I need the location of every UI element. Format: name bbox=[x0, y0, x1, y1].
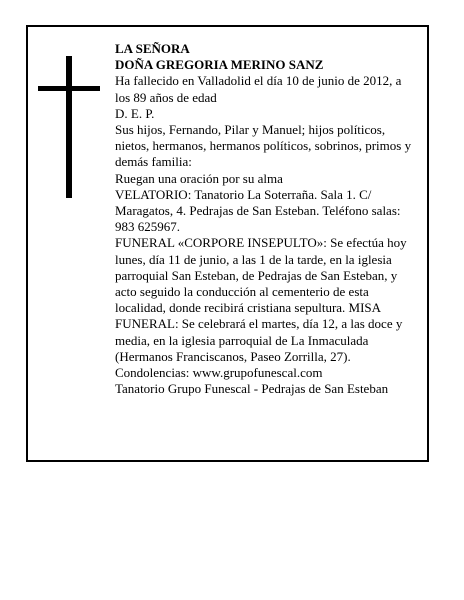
death-announcement: Ha fallecido en Valladolid el día 10 de junio de 2012, a los 89 años de edad bbox=[115, 73, 402, 105]
cross-vertical-bar bbox=[66, 56, 72, 198]
family-list: Sus hijos, Fernando, Pilar y Manuel; hijos políticos, nietos, hermanos, hermanos políticos, sobrinos, primos y demás familia: bbox=[115, 122, 412, 170]
rest-in-peace: D. E. P. bbox=[115, 105, 155, 121]
funeral-info: FUNERAL «CORPORE INSEPULTO»: Se efectúa hoy lunes, día 11 de junio, a las 1 de la tarde, en la iglesia parroquial San Esteban, de Pedrajas de San Esteban, y acto seguido la conducción al cementerio de esta localidad, donde recibirá cristiana sepultura. MISA FUNERAL: Se celebrará el martes, día 12, a las doce y media, en la iglesia parroquial de La Inmaculada (Hermanos Franciscanos, Paseo Zorrilla, 27). bbox=[115, 235, 407, 364]
prayer-request: Ruegan una oración por su alma bbox=[115, 170, 283, 186]
honorific-heading: LA SEÑORA bbox=[115, 41, 190, 56]
wake-info: VELATORIO: Tanatorio La Soterraña. Sala 1. C/ Maragatos, 4. Pedrajas de San Esteban. Teléfono salas: 983 625967. bbox=[115, 186, 401, 235]
obituary-text bbox=[115, 41, 415, 397]
condolences-info: Condolencias: www.grupofunescal.com bbox=[115, 365, 323, 381]
latin-cross-icon bbox=[38, 56, 100, 198]
deceased-name: DOÑA GREGORIA MERINO SANZ bbox=[115, 57, 324, 73]
cross-horizontal-bar bbox=[38, 86, 100, 91]
obituary-notice bbox=[26, 25, 429, 462]
funeral-home: Tanatorio Grupo Funescal - Pedrajas de San Esteban bbox=[115, 381, 389, 397]
